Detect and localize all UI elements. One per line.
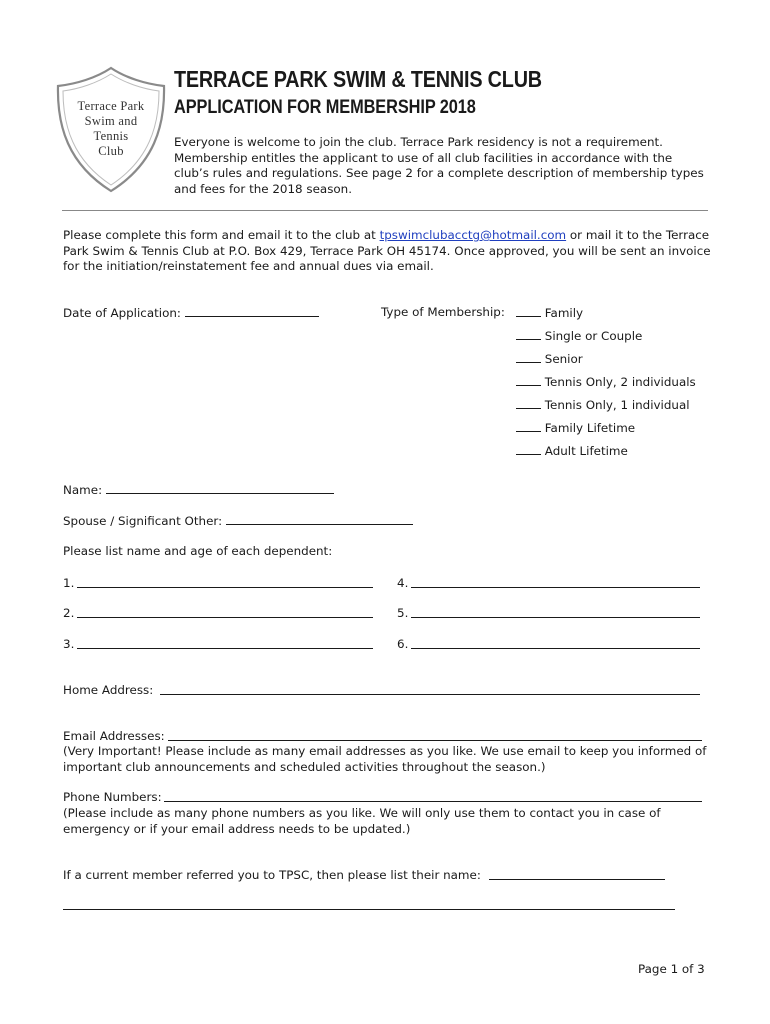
membership-checkbox-line[interactable] — [516, 374, 541, 386]
membership-option-label: Tennis Only, 1 individual — [544, 398, 690, 412]
membership-type-label: Type of Membership: — [381, 305, 505, 319]
date-of-application-field[interactable] — [185, 305, 319, 317]
membership-checkbox-line[interactable] — [516, 351, 541, 363]
dependent-1-label: 1. — [63, 576, 75, 590]
dependent-4-label: 4. — [397, 576, 409, 590]
dependent-1-field[interactable] — [77, 587, 373, 588]
date-of-application-row — [63, 305, 319, 320]
membership-option-senior[interactable] — [516, 351, 583, 366]
dependent-5-field[interactable] — [411, 617, 700, 618]
logo-line-1: Terrace Park — [77, 99, 145, 113]
dependent-6-label: 6. — [397, 637, 409, 651]
membership-option-single-or-couple[interactable] — [516, 328, 642, 343]
name-row — [63, 482, 334, 497]
instructions-text-after: or mail it to the Terrace Park Swim & Tennis Club at P.O. Box 429, Terrace Park OH 45174. Once approved, you will be sent an invoice for the initiation/reinstatement fee and annual dues via email. — [63, 228, 711, 273]
membership-option-label: Senior — [544, 352, 583, 366]
membership-option-adult-lifetime[interactable] — [516, 443, 628, 458]
spouse-label: Spouse / Significant Other: — [63, 514, 223, 528]
membership-checkbox-line[interactable] — [516, 443, 541, 455]
dependent-4-field[interactable] — [411, 587, 700, 588]
phone-numbers-field[interactable] — [164, 801, 702, 802]
club-email-link[interactable]: tpswimclubacctg@hotmail.com — [379, 228, 567, 242]
spouse-field[interactable] — [226, 513, 413, 525]
header-divider — [62, 210, 708, 211]
email-addresses-field[interactable] — [168, 740, 702, 741]
membership-option-label: Single or Couple — [544, 329, 643, 343]
spouse-row — [63, 513, 413, 528]
dependent-3-field[interactable] — [77, 648, 373, 649]
page-number: Page 1 of 3 — [638, 962, 705, 976]
instructions-paragraph — [63, 228, 713, 275]
dependent-5-label: 5. — [397, 606, 409, 620]
club-logo-shield — [52, 64, 170, 194]
name-field[interactable] — [106, 482, 334, 494]
membership-option-tennis-1[interactable] — [516, 397, 690, 412]
date-of-application-label: Date of Application: — [63, 306, 181, 320]
membership-checkbox-line[interactable] — [516, 305, 541, 317]
application-subtitle: APPLICATION FOR MEMBERSHIP 2018 — [174, 97, 476, 118]
membership-option-label: Family — [544, 306, 584, 320]
referral-field[interactable] — [489, 879, 665, 880]
referral-label: If a current member referred you to TPSC, then please list their name: — [63, 868, 481, 882]
dependent-2-field[interactable] — [77, 617, 373, 618]
logo-line-2: Swim and — [84, 114, 138, 128]
name-label: Name: — [63, 483, 103, 497]
membership-option-family[interactable] — [516, 305, 583, 320]
email-note: (Very Important! Please include as many email addresses as you like. We use email to keep you informed of important club announcements and scheduled activities throughout the season.) — [63, 744, 707, 774]
phone-note: (Please include as many phone numbers as you like. We will only use them to contact you in case of emergency or if your email address needs to be updated.) — [63, 806, 661, 836]
dependents-label: Please list name and age of each dependent: — [63, 544, 333, 558]
home-address-field[interactable] — [160, 694, 700, 695]
referral-row — [63, 868, 481, 882]
logo-line-3: Tennis — [93, 129, 129, 143]
membership-checkbox-line[interactable] — [516, 397, 541, 409]
membership-option-label: Adult Lifetime — [544, 444, 628, 458]
membership-option-label: Tennis Only, 2 individuals — [544, 375, 696, 389]
referral-field-continued[interactable] — [63, 909, 675, 910]
dependent-6-field[interactable] — [411, 648, 700, 649]
dependent-2-label: 2. — [63, 606, 75, 620]
instructions-text-before: Please complete this form and email it to the club at — [63, 228, 380, 242]
home-address-label: Home Address: — [63, 683, 154, 697]
intro-paragraph: Everyone is welcome to join the club. Terrace Park residency is not a requirement. Membership entitles the applicant to use of all club facilities in accordance with the club’s rules and regulations. See page 2 for a complete description of membership types and fees for the 2018 season. — [174, 135, 704, 196]
membership-option-family-lifetime[interactable] — [516, 420, 635, 435]
membership-checkbox-line[interactable] — [516, 420, 541, 432]
phone-numbers-label: Phone Numbers: — [63, 790, 162, 804]
email-addresses-label: Email Addresses: — [63, 729, 165, 743]
logo-line-4: Club — [98, 144, 124, 158]
dependent-3-label: 3. — [63, 637, 75, 651]
club-title: TERRACE PARK SWIM & TENNIS CLUB — [174, 66, 542, 92]
membership-option-label: Family Lifetime — [544, 421, 636, 435]
membership-option-tennis-2[interactable] — [516, 374, 696, 389]
membership-checkbox-line[interactable] — [516, 328, 541, 340]
